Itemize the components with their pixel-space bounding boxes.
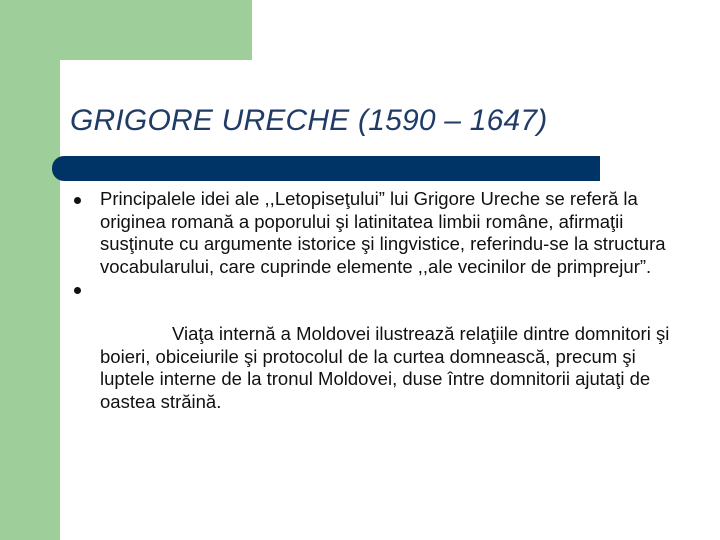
bullet-item-internal-life (72, 278, 675, 436)
bullet-dot-icon (74, 287, 81, 294)
decorative-top-band (0, 0, 252, 60)
bullet-text: Principalele idei ale ,,Letopiseţului” lui Grigore Ureche se referă la originea romană a poporului şi latinitatea limbii române, afirmaţii susţinute cu argumente istorice şi lingvistice, referindu-se la structura vocabularului, care cuprinde elemente ,,ale vecinilor de primprejur”. (100, 188, 666, 277)
decorative-side-band (0, 0, 60, 540)
bullet-text: Viaţa internă a Moldovei ilustrează relaţiile dintre domnitori şi boieri, obiceiurile şi protocolul de la curtea domnească, precum şi luptele interne de la tronul Moldovei, duse între domnitorii ajutaţi de oastea străină. (100, 323, 675, 412)
bullet-item-origin (72, 188, 672, 278)
slide-title: GRIGORE URECHE (1590 – 1647) (70, 104, 548, 137)
bullet-list (72, 188, 675, 436)
title-underline-bar (52, 156, 600, 181)
bullet-dot-icon (74, 197, 81, 204)
